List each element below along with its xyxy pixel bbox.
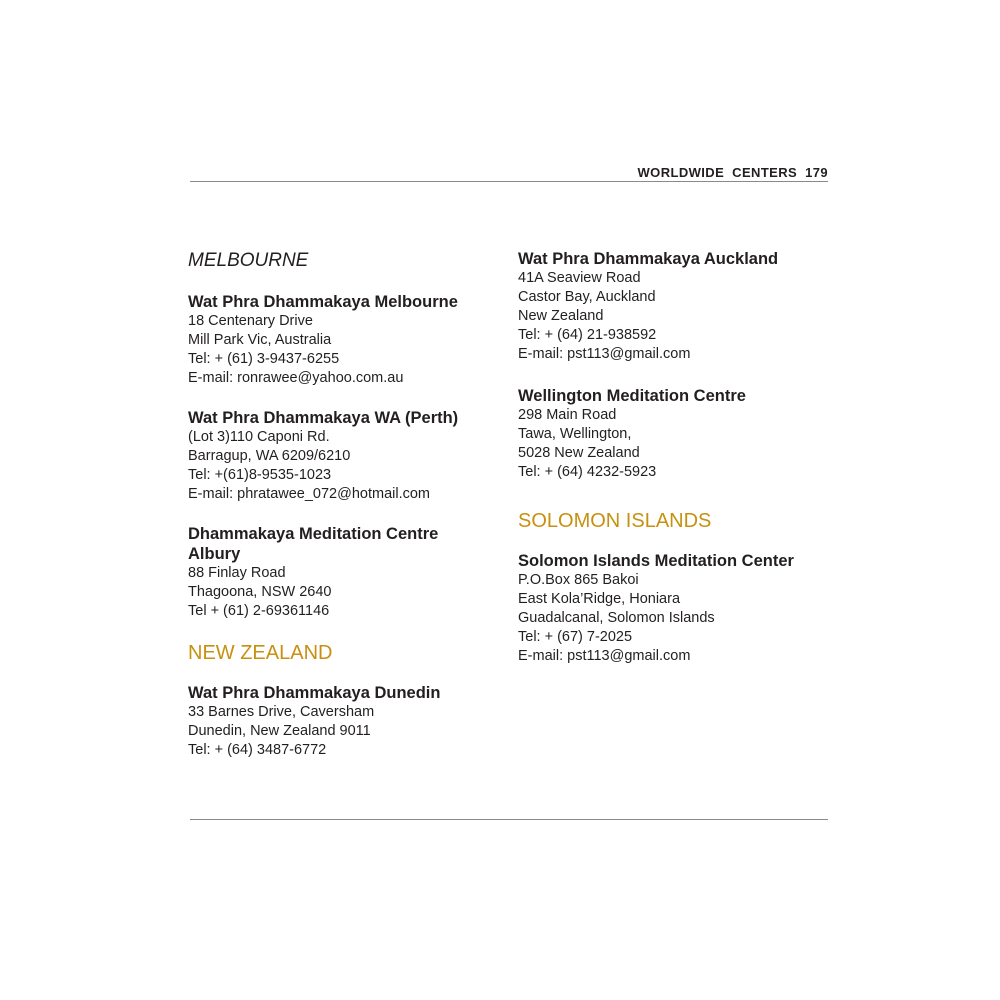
address-line: Tawa, Wellington,: [518, 426, 632, 442]
melbourne-subheading: MELBOURNE: [188, 250, 309, 271]
perth-entry: [188, 408, 488, 504]
email-line: E-mail: pst113@gmail.com: [518, 648, 691, 664]
albury-entry: [188, 524, 488, 621]
solomon-entry: [518, 551, 818, 666]
phone-line: Tel: + (64) 4232-5923: [518, 464, 657, 480]
left-column: [188, 249, 488, 760]
phone-line: Tel: + (64) 3487-6772: [188, 742, 327, 758]
address-line: Thagoona, NSW 2640: [188, 584, 332, 600]
running-title: WORLDWIDE CENTERS: [637, 165, 798, 180]
email-line: E-mail: ronrawee@yahoo.com.au: [188, 370, 404, 386]
header-rule: [190, 181, 828, 182]
phone-line: Tel: +(61)8-9535-1023: [188, 467, 332, 483]
address-line: 33 Barnes Drive, Caversham: [188, 704, 375, 720]
new-zealand-heading: NEW ZEALAND: [188, 642, 333, 664]
center-name: Wat Phra Dhammakaya Auckland: [518, 250, 779, 268]
center-name: Wat Phra Dhammakaya Dunedin: [188, 684, 441, 702]
page-number: 179: [805, 165, 828, 180]
address-line: Guadalcanal, Solomon Islands: [518, 610, 715, 626]
phone-line: Tel: + (67) 7-2025: [518, 629, 633, 645]
footer-rule: [190, 819, 828, 820]
email-line: E-mail: phratawee_072@hotmail.com: [188, 486, 430, 502]
center-name: Wellington Meditation Centre: [518, 387, 746, 405]
address-line: Castor Bay, Auckland: [518, 289, 656, 305]
right-column: [518, 249, 818, 666]
address-line: (Lot 3)110 Caponi Rd.: [188, 429, 330, 445]
center-name: Wat Phra Dhammakaya WA (Perth): [188, 409, 459, 427]
auckland-entry: [518, 249, 818, 364]
phone-line: Tel: + (61) 3-9437-6255: [188, 351, 340, 367]
address-line: P.O.Box 865 Bakoi: [518, 572, 639, 588]
address-line: Mill Park Vic, Australia: [188, 332, 332, 348]
address-line: 88 Finlay Road: [188, 565, 286, 581]
phone-line: Tel + (61) 2-69361146: [188, 603, 330, 619]
address-line: New Zealand: [518, 308, 604, 324]
address-line: East Kola’Ridge, Honiara: [518, 591, 681, 607]
address-line: 5028 New Zealand: [518, 445, 640, 461]
melbourne-entry: [188, 292, 488, 388]
center-name: Wat Phra Dhammakaya Melbourne: [188, 293, 458, 311]
email-line: E-mail: pst113@gmail.com: [518, 346, 691, 362]
wellington-entry: [518, 386, 818, 482]
center-name-line-1: Dhammakaya Meditation Centre: [188, 525, 439, 543]
address-line: 298 Main Road: [518, 407, 617, 423]
center-name: Solomon Islands Meditation Center: [518, 552, 794, 570]
running-header: [190, 165, 828, 180]
solomon-islands-heading: SOLOMON ISLANDS: [518, 510, 712, 532]
center-name-line-2: Albury: [188, 545, 241, 563]
address-line: Dunedin, New Zealand 9011: [188, 723, 371, 739]
phone-line: Tel: + (64) 21-938592: [518, 327, 657, 343]
address-line: 18 Centenary Drive: [188, 313, 313, 329]
dunedin-entry: [188, 683, 488, 760]
address-line: 41A Seaview Road: [518, 270, 641, 286]
address-line: Barragup, WA 6209/6210: [188, 448, 351, 464]
